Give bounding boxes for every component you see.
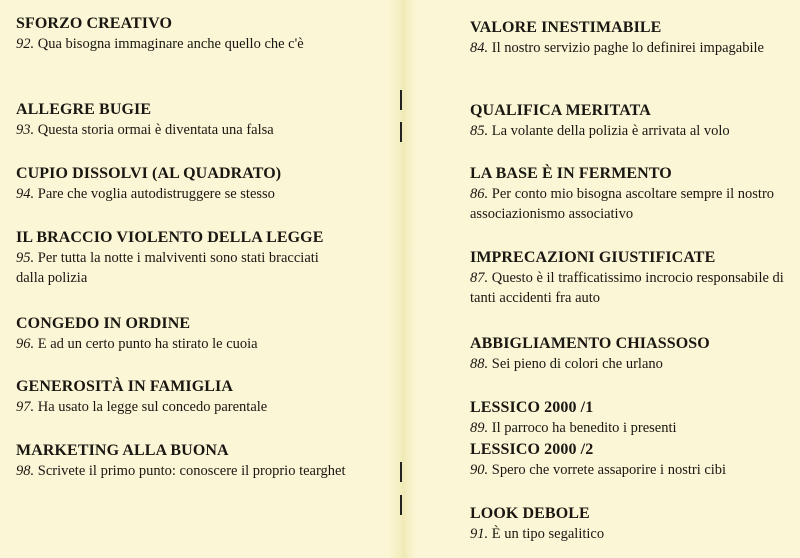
margin-mark <box>400 462 402 482</box>
entry-body <box>16 184 346 204</box>
entry-title: MARKETING ALLA BUONA <box>16 442 229 459</box>
entry-85 <box>470 101 800 141</box>
entry-body <box>470 121 800 141</box>
entry-88 <box>470 334 800 374</box>
entry-body <box>470 38 800 58</box>
entry-text: Per tutta la notte i malviventi sono stati bracciati dalla polizia <box>16 250 319 286</box>
left-page <box>0 0 390 558</box>
entry-body <box>16 34 346 54</box>
entry-96 <box>16 314 396 354</box>
entry-number: 90. <box>470 462 489 478</box>
margin-mark <box>400 90 402 110</box>
entry-title: LA BASE È IN FERMENTO <box>470 165 672 182</box>
entry-92 <box>16 14 396 54</box>
entry-title: LESSICO 2000 /1 <box>470 399 594 416</box>
entry-97 <box>16 377 396 417</box>
entry-body <box>16 334 346 354</box>
entry-number: 85. <box>470 123 489 139</box>
entry-body <box>16 120 346 140</box>
entry-title: QUALIFICA MERITATA <box>470 102 651 119</box>
entry-89 <box>470 398 800 438</box>
entry-text: Spero che vorrete assaporire i nostri cibi <box>491 462 727 478</box>
entry-number: 97. <box>16 399 35 415</box>
entry-text: Questa storia ormai è diventata una falsa <box>37 122 274 138</box>
entry-text: Qua bisogna immaginare anche quello che c'è <box>37 36 304 52</box>
entry-body <box>16 461 346 481</box>
entry-body <box>16 248 346 288</box>
entry-body <box>470 268 800 308</box>
entry-text: Il parroco ha benedito i presenti <box>491 420 677 436</box>
entry-title: ABBIGLIAMENTO CHIASSOSO <box>470 335 710 352</box>
entry-text: Per conto mio bisogna ascoltare sempre il nostro associazionismo associativo <box>470 186 775 222</box>
entry-title: ALLEGRE BUGIE <box>16 101 152 118</box>
entry-title: LESSICO 2000 /2 <box>470 441 594 458</box>
entry-text: Ha usato la legge sul concedo parentale <box>37 399 268 415</box>
entry-number: 84. <box>470 40 489 56</box>
entry-84 <box>470 18 800 58</box>
entry-94 <box>16 164 396 204</box>
margin-mark <box>400 495 402 515</box>
entry-87 <box>470 248 800 308</box>
entry-text: E ad un certo punto ha stirato le cuoia <box>37 336 258 352</box>
entry-title: CUPIO DISSOLVI (AL QUADRATO) <box>16 165 282 182</box>
entry-title: GENEROSITÀ IN FAMIGLIA <box>16 378 234 395</box>
entry-text: Scrivete il primo punto: conoscere il proprio tearghet <box>37 463 346 479</box>
entry-title: LOOK DEBOLE <box>470 505 590 522</box>
entry-text: Il nostro servizio paghe lo definirei impagabile <box>491 40 764 56</box>
entry-text: La volante della polizia è arrivata al volo <box>491 123 730 139</box>
entry-95 <box>16 228 396 288</box>
entry-number: 95. <box>16 250 35 266</box>
entry-body <box>470 354 800 374</box>
entry-number: 88. <box>470 356 489 372</box>
entry-title: IMPRECAZIONI GIUSTIFICATE <box>470 249 716 266</box>
entry-text: Questo è il trafficatissimo incrocio responsabile di tanti accidenti fra auto <box>470 270 784 306</box>
entry-number: 96. <box>16 336 35 352</box>
entry-text: Pare che voglia autodistruggere se stesso <box>37 186 275 202</box>
entry-86 <box>470 164 800 224</box>
entry-number: 98. <box>16 463 35 479</box>
entry-number: 91. <box>470 526 489 542</box>
entry-body <box>470 418 800 438</box>
entry-number: 89. <box>470 420 489 436</box>
entry-body <box>470 524 800 544</box>
entry-number: 94. <box>16 186 35 202</box>
entry-title: VALORE INESTIMABILE <box>470 19 662 36</box>
entry-93 <box>16 100 396 140</box>
entry-90 <box>470 440 800 480</box>
entry-text: Sei pieno di colori che urlano <box>491 356 663 372</box>
entry-number: 93. <box>16 122 35 138</box>
entry-body <box>470 184 800 224</box>
entry-title: IL BRACCIO VIOLENTO DELLA LEGGE <box>16 229 324 246</box>
entry-number: 86. <box>470 186 489 202</box>
entry-number: 87. <box>470 270 489 286</box>
right-page <box>410 0 800 558</box>
entry-98 <box>16 441 396 481</box>
entry-title: SFORZO CREATIVO <box>16 15 173 32</box>
entry-text: È un tipo segalitico <box>491 526 605 542</box>
margin-mark <box>400 122 402 142</box>
entry-91 <box>470 504 800 544</box>
entry-number: 92. <box>16 36 35 52</box>
entry-body <box>470 460 800 480</box>
entry-body <box>16 397 346 417</box>
entry-title: CONGEDO IN ORDINE <box>16 315 191 332</box>
